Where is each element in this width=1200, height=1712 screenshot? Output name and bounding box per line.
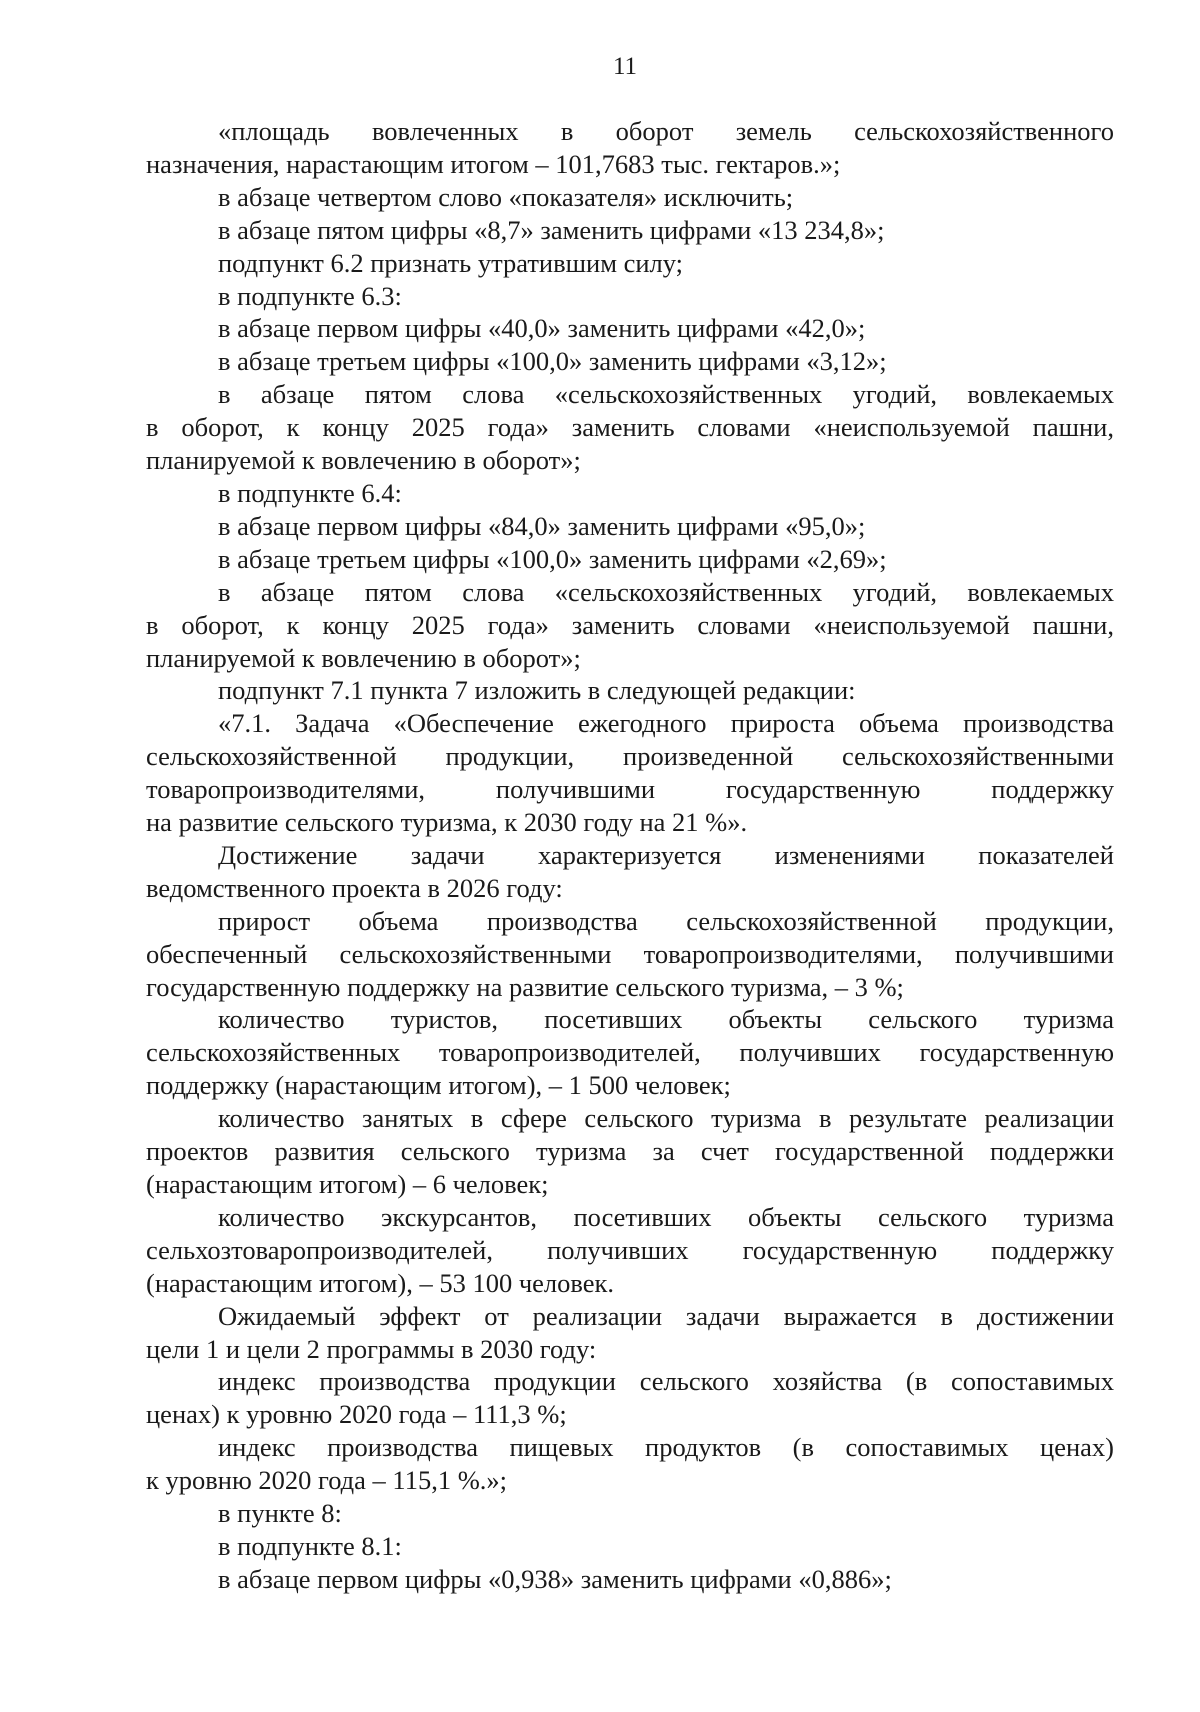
paragraph-line-first: прирост объема производства сельскохозяйственной продукции,	[218, 905, 1114, 936]
paragraph-line-first: подпункт 6.2 признать утратившим силу;	[218, 247, 684, 278]
paragraph-line-first: Ожидаемый эффект от реализации задачи выражается в достижении	[218, 1300, 1114, 1331]
paragraph-line: обеспеченный сельскохозяйственными товаропроизводителями, получившими	[146, 938, 1114, 969]
paragraph-line-first: в подпункте 8.1:	[218, 1530, 402, 1561]
paragraph-line-first: в абзаце четвертом слово «показателя» исключить;	[218, 181, 794, 212]
paragraph-line: назначения, нарастающим итогом – 101,7683 тыс. гектаров.»;	[146, 148, 841, 179]
paragraph-line-first: количество занятых в сфере сельского туризма в результате реализации	[218, 1103, 1114, 1134]
paragraph-line: сельскохозяйственной продукции, произведенной сельскохозяйственными	[146, 741, 1114, 772]
document-body	[146, 115, 1114, 1596]
paragraph-line-first: в абзаце пятом слова «сельскохозяйственных угодий, вовлекаемых	[218, 576, 1114, 607]
paragraph-line-first: в абзаце первом цифры «40,0» заменить цифрами «42,0»;	[218, 313, 866, 344]
paragraph-line-first: индекс производства пищевых продуктов (в сопоставимых ценах)	[218, 1432, 1114, 1463]
paragraph-line: к уровню 2020 года – 115,1 %.»;	[146, 1465, 508, 1496]
paragraph-line: сельхозтоваропроизводителей, получивших государственную поддержку	[146, 1234, 1114, 1265]
paragraph-line-first: подпункт 7.1 пункта 7 изложить в следующей редакции:	[218, 675, 856, 706]
paragraph-line: в оборот, к концу 2025 года» заменить словами «неиспользуемой пашни,	[146, 412, 1114, 443]
paragraph-line: планируемой к вовлечению в оборот»;	[146, 445, 581, 476]
paragraph-line: проектов развития сельского туризма за счет государственной поддержки	[146, 1136, 1114, 1167]
paragraph-line: (нарастающим итогом), – 53 100 человек.	[146, 1267, 615, 1298]
paragraph-line: сельскохозяйственных товаропроизводителей, получивших государственную	[146, 1037, 1114, 1068]
paragraph-line-first: Достижение задачи характеризуется изменениями показателей	[218, 839, 1114, 870]
paragraph-line-first: в абзаце третьем цифры «100,0» заменить цифрами «3,12»;	[218, 346, 887, 377]
paragraph-line: цели 1 и цели 2 программы в 2030 году:	[146, 1333, 597, 1364]
paragraph-line-first: в абзаце третьем цифры «100,0» заменить цифрами «2,69»;	[218, 543, 887, 574]
paragraph-line: товаропроизводителями, получившими государственную поддержку	[146, 774, 1114, 805]
paragraph-line: (нарастающим итогом) – 6 человек;	[146, 1169, 549, 1199]
paragraph-line-first: индекс производства продукции сельского хозяйства (в сопоставимых	[218, 1366, 1114, 1397]
paragraph-line: планируемой к вовлечению в оборот»;	[146, 642, 581, 673]
paragraph-line-first: количество туристов, посетивших объекты сельского туризма	[218, 1004, 1114, 1035]
paragraph-line-first: «7.1. Задача «Обеспечение ежегодного прироста объема производства	[218, 708, 1114, 739]
paragraph-line-first: в абзаце пятом цифры «8,7» заменить цифрами «13 234,8»;	[218, 214, 885, 245]
paragraph-line-first: в абзаце пятом слова «сельскохозяйственных угодий, вовлекаемых	[218, 379, 1114, 410]
page-number: 11	[612, 53, 638, 80]
paragraph-line-first: в подпункте 6.4:	[218, 477, 402, 508]
paragraph-line: ценах) к уровню 2020 года – 111,3 %;	[146, 1399, 567, 1430]
paragraph-line-first: в абзаце первом цифры «84,0» заменить цифрами «95,0»;	[218, 510, 866, 541]
paragraph-line-first: «площадь вовлеченных в оборот земель сельскохозяйственного	[218, 116, 1114, 146]
paragraph-line: ведомственного проекта в 2026 году:	[146, 872, 563, 903]
paragraph-line: поддержку (нарастающим итогом), – 1 500 человек;	[146, 1070, 731, 1101]
paragraph-line: в оборот, к концу 2025 года» заменить словами «неиспользуемой пашни,	[146, 609, 1114, 640]
paragraph-line-first: количество экскурсантов, посетивших объекты сельского туризма	[218, 1201, 1114, 1232]
paragraph-line-first: в абзаце первом цифры «0,938» заменить цифрами «0,886»;	[218, 1563, 892, 1594]
paragraph-line: государственную поддержку на развитие сельского туризма, – 3 %;	[146, 971, 904, 1002]
paragraph-line: на развитие сельского туризма, к 2030 году на 21 %».	[146, 807, 748, 838]
paragraph-line-first: в подпункте 6.3:	[218, 280, 402, 311]
paragraph-line-first: в пункте 8:	[218, 1498, 342, 1529]
